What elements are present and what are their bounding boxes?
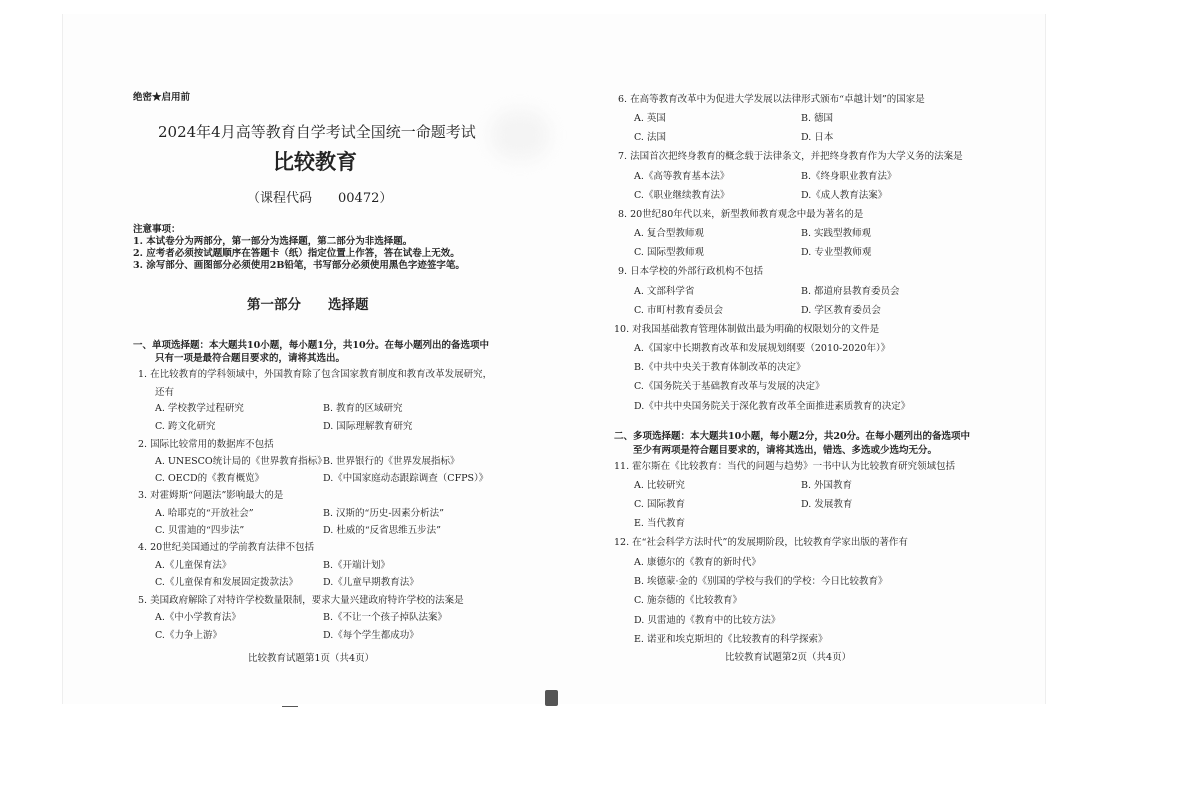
option: D.《中共中央国务院关于深化教育改革全面推进素质教育的决定》 — [634, 401, 911, 412]
question-stem: 8. 20世纪80年代以来，新型教师教育观念中最为著名的是 — [618, 209, 864, 220]
exam-title: 2024年4月高等教育自学考试全国统一命题考试 — [158, 123, 476, 141]
option: D. 专业型教师观 — [801, 247, 872, 258]
section-instructions: 二、多项选择题：本大题共10小题，每小题2分，共20分。在每小题列出的备选项中 — [614, 431, 971, 442]
option: D. 杜威的“反省思维五步法” — [323, 525, 442, 536]
option: B.《中共中央关于教育体制改革的决定》 — [634, 362, 806, 373]
option: C. OECD的《教育概览》 — [155, 473, 265, 484]
option: D.《成人教育法案》 — [801, 190, 888, 201]
notice-item: 2. 应考者必须按试题顺序在答题卡（纸）指定位置上作答，答在试卷上无效。 — [133, 248, 460, 259]
notice-item: 1. 本试卷分为两部分，第一部分为选择题，第二部分为非选择题。 — [133, 236, 413, 247]
option: B. 教育的区域研究 — [323, 403, 403, 414]
question-stem: 9. 日本学校的外部行政机构不包括 — [618, 266, 764, 277]
option: C. 国际教育 — [634, 499, 685, 510]
question-stem: 2. 国际比较常用的数据库不包括 — [138, 439, 274, 450]
question-stem: 5. 美国政府解除了对特许学校数量限制，要求大量兴建政府特许学校的法案是 — [138, 595, 464, 606]
option: E. 当代教育 — [634, 518, 685, 529]
option: D.《每个学生都成功》 — [323, 630, 419, 641]
course-code: （课程代码 00472） — [247, 191, 393, 206]
option: B. 汉斯的“历史-因素分析法” — [323, 508, 444, 519]
option: D. 发展教育 — [801, 499, 853, 510]
page-footer: 比较教育试题第1页（共4页） — [248, 653, 375, 664]
option: D. 学区教育委员会 — [801, 305, 881, 316]
option: A. 比较研究 — [634, 480, 685, 491]
scan-dash — [282, 706, 298, 707]
option: A. UNESCO统计局的《世界教育指标》 — [155, 456, 327, 467]
option: C. 施奈德的《比较教育》 — [634, 595, 742, 606]
question-stem: 6. 在高等教育改革中为促进大学发展以法律形式颁布“卓越计划”的国家是 — [618, 94, 925, 105]
option: D.《儿童早期教育法》 — [323, 577, 419, 588]
option: D. 日本 — [801, 132, 834, 143]
option: B.《终身职业教育法》 — [801, 171, 897, 182]
option: B. 实践型教师观 — [801, 228, 872, 239]
part-title: 第一部分 选择题 — [247, 297, 369, 313]
option: A. 学校教学过程研究 — [155, 403, 244, 414]
option: C. 市町村教育委员会 — [634, 305, 723, 316]
question-stem: 1. 在比较教育的学科领域中，外国教育除了包含国家教育制度和教育改革发展研究， — [138, 369, 493, 380]
subject-title: 比较教育 — [273, 149, 357, 174]
option: A. 哈耶克的“开放社会” — [155, 508, 254, 519]
question-stem: 7. 法国首次把终身教育的概念载于法律条文，并把终身教育作为大学义务的法案是 — [618, 151, 963, 162]
option: C.《儿童保育和发展固定拨款法》 — [155, 577, 298, 588]
option: C. 国际型教师观 — [634, 247, 704, 258]
question-stem: 10. 对我国基础教育管理体制做出最为明确的权限划分的文件是 — [614, 324, 880, 335]
notice-heading: 注意事项： — [133, 224, 181, 235]
option: B. 德国 — [801, 113, 834, 124]
option: C.《职业继续教育法》 — [634, 190, 730, 201]
question-stem: 4. 20世纪美国通过的学前教育法律不包括 — [138, 542, 315, 553]
option: D. 贝雷迪的《教育中的比较方法》 — [634, 615, 781, 626]
option: A. 文部科学省 — [634, 286, 695, 297]
question-stem: 11. 霍尔斯在《比较教育：当代的问题与趋势》一书中认为比较教育研究领域包括 — [614, 461, 956, 472]
option: B.《开端计划》 — [323, 560, 391, 571]
option: C.《国务院关于基础教育改革与发展的决定》 — [634, 381, 825, 392]
option: C. 法国 — [634, 132, 666, 143]
option: A.《高等教育基本法》 — [634, 171, 730, 182]
option: C. 跨文化研究 — [155, 421, 216, 432]
option: B. 外国教育 — [801, 480, 853, 491]
notice-item: 3. 涂写部分、画图部分必须使用2B铅笔，书写部分必须使用黑色字迹签字笔。 — [133, 260, 465, 271]
scan-mark — [545, 690, 558, 706]
option: C.《力争上游》 — [155, 630, 222, 641]
option: B.《不让一个孩子掉队法案》 — [323, 612, 448, 623]
section-instructions: 一、单项选择题：本大题共10小题，每小题1分，共10分。在每小题列出的备选项中 — [133, 340, 490, 351]
section-instructions: 只有一项是最符合题目要求的，请将其选出。 — [155, 353, 346, 364]
option: A. 康德尔的《教育的新时代》 — [634, 557, 761, 568]
question-stem: 3. 对霍姆斯“问题法”影响最大的是 — [138, 490, 284, 501]
option: A.《儿童保育法》 — [155, 560, 232, 571]
option: B. 都道府县教育委员会 — [801, 286, 900, 297]
option: B. 世界银行的《世界发展指标》 — [323, 456, 460, 467]
option: A. 复合型教师观 — [634, 228, 704, 239]
section-instructions: 至少有两项是符合题目要求的，请将其选出，错选、多选或少选均无分。 — [633, 445, 938, 456]
scan-smudge — [490, 110, 550, 160]
secret-label: 绝密★启用前 — [133, 92, 191, 103]
option: E. 诺亚和埃克斯坦的《比较教育的科学探索》 — [634, 634, 828, 645]
option: B. 埃德蒙·金的《别国的学校与我们的学校：今日比较教育》 — [634, 576, 888, 587]
question-stem: 还有 — [155, 387, 175, 398]
option: A. 英国 — [634, 113, 666, 124]
option: D.《中国家庭动态跟踪调查（CFPS）》 — [323, 473, 489, 484]
option: C. 贝雷迪的“四步法” — [155, 525, 245, 536]
option: A.《中小学教育法》 — [155, 612, 241, 623]
option: D. 国际理解教育研究 — [323, 421, 413, 432]
page-footer: 比较教育试题第2页（共4页） — [725, 652, 852, 663]
option: A.《国家中长期教育改革和发展规划纲要（2010-2020年）》 — [634, 343, 891, 354]
question-stem: 12. 在“社会科学方法时代”的发展期阶段，比较教育学家出版的著作有 — [614, 537, 908, 548]
